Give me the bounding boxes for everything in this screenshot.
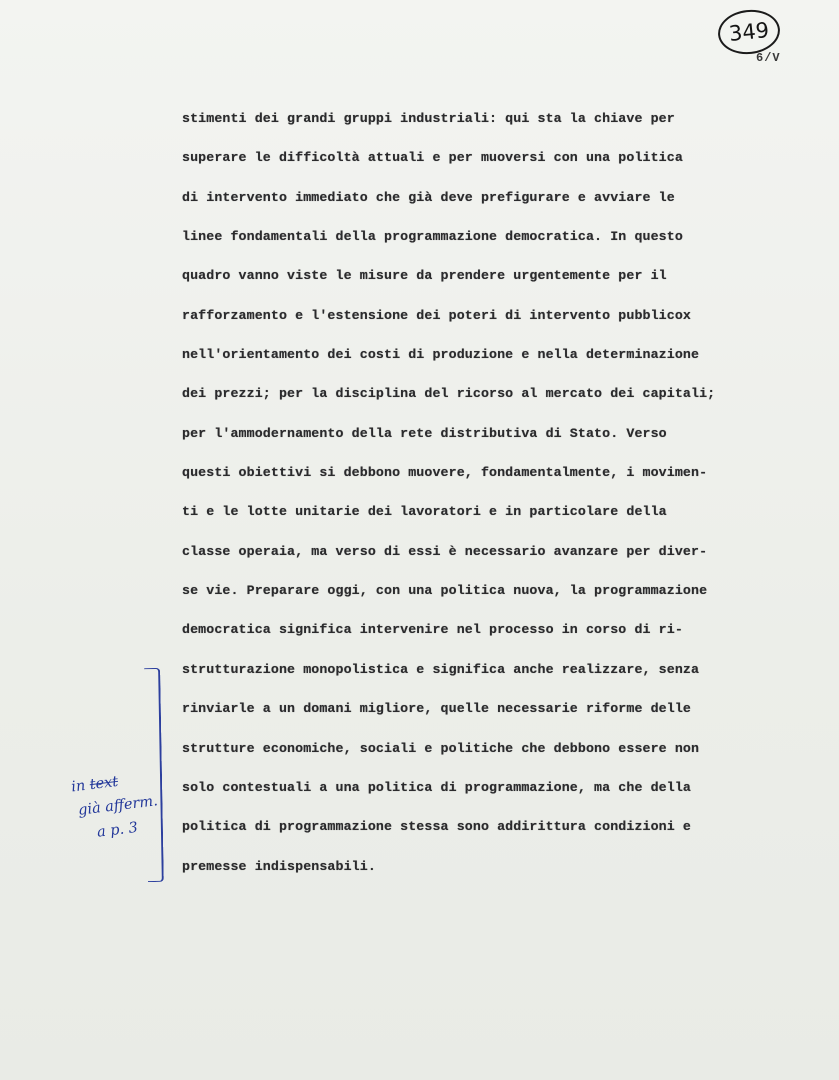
margin-note-line-3: a p. 3 xyxy=(96,819,139,841)
text-line: solo contestuali a una politica di programmazione, ma che della xyxy=(182,779,692,795)
text-line: rafforzamento e l'estensione dei poteri di intervento pubblicox xyxy=(182,307,692,323)
text-line: quadro vanno viste le misure da prendere urgentemente per il xyxy=(182,268,667,284)
page-number-text: 349 xyxy=(727,17,771,47)
text-line: nell'orientamento dei costi di produzione e nella determinazione xyxy=(182,347,700,363)
typed-body-text xyxy=(182,108,822,895)
handwritten-page-number xyxy=(716,7,782,57)
margin-note-prefix: in xyxy=(70,777,87,796)
text-line: di intervento immediato che già deve prefigurare e avviare le xyxy=(182,189,675,205)
text-line: democratica significa intervenire nel processo in corso di ri- xyxy=(182,622,683,638)
text-line: strutture economiche, sociali e politiche che debbono essere non xyxy=(182,740,700,756)
text-line: stimenti dei grandi gruppi industriali: qui sta la chiave per xyxy=(182,111,675,126)
text-line: superare le difficoltà attuali e per muoversi con una politica xyxy=(182,150,683,166)
text-line: questi obiettivi si debbono muovere, fondamentalmente, i movimen- xyxy=(182,465,708,481)
text-line: strutturazione monopolistica e significa anche realizzare, senza xyxy=(182,661,700,677)
margin-note-struck-word: text xyxy=(88,773,120,794)
text-line: premesse indispensabili. xyxy=(182,858,376,874)
page-reference: 6/V xyxy=(756,51,781,65)
text-line: ti e le lotte unitarie dei lavoratori e in particolare della xyxy=(182,504,667,520)
handwritten-margin-note xyxy=(70,765,166,847)
text-line: dei prezzi; per la disciplina del ricorso al mercato dei capitali; xyxy=(182,386,716,402)
text-line: politica di programmazione stessa sono addirittura condizioni e xyxy=(182,819,692,835)
text-line: rinviarle a un domani migliore, quelle necessarie riforme delle xyxy=(182,701,692,717)
text-line: linee fondamentali della programmazione democratica. In questo xyxy=(182,229,683,245)
text-line: se vie. Preparare oggi, con una politica nuova, la programmazione xyxy=(182,583,708,599)
text-line: classe operaia, ma verso di essi è necessario avanzare per diver- xyxy=(182,543,708,559)
margin-note-line-2: già afferm. xyxy=(77,793,159,819)
text-line: per l'ammodernamento della rete distributiva di Stato. Verso xyxy=(182,425,667,441)
